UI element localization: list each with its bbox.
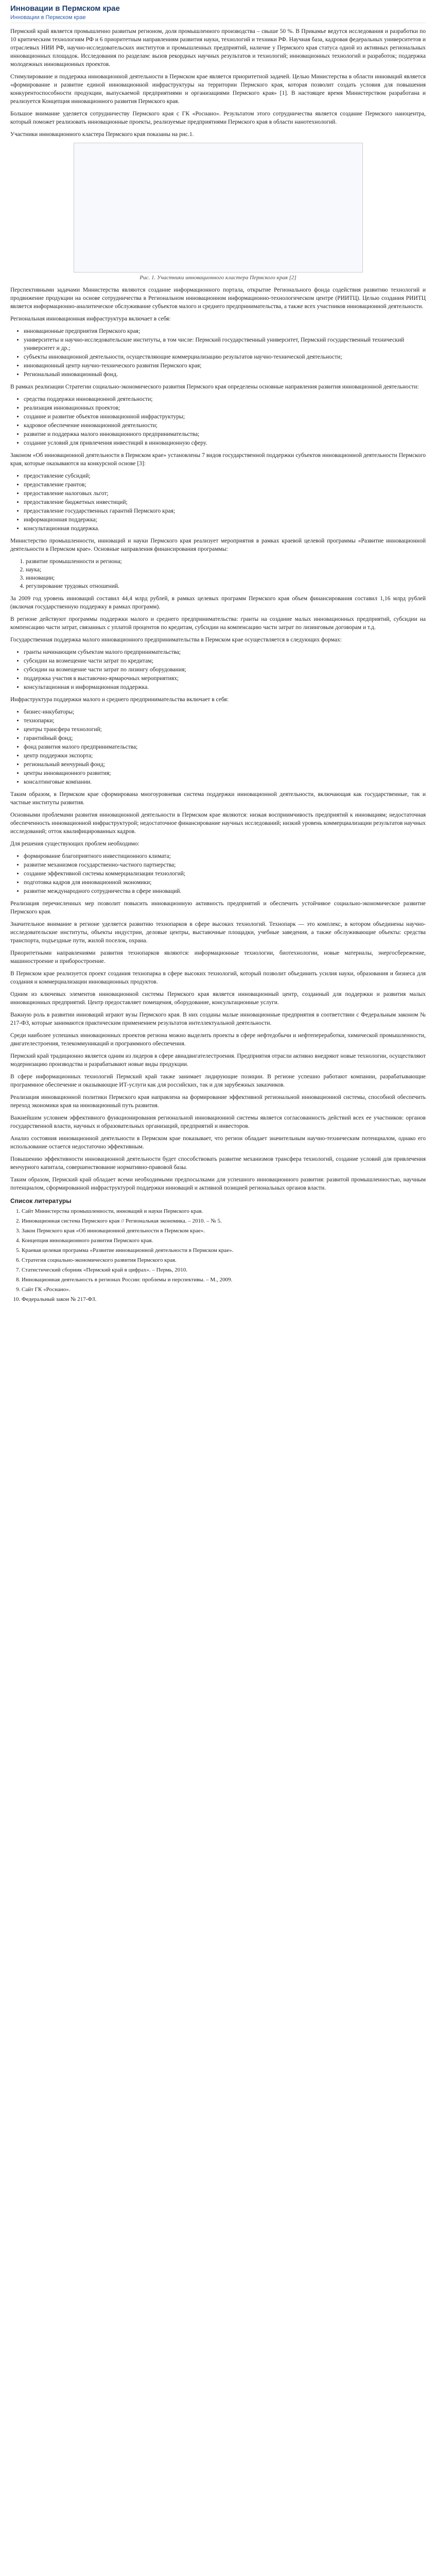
paragraph: Перспективными задачами Министерства являются создание информационного портала, открытие Регионального фонда содействия развитию технологий и продвижение продукции на основе сотрудничества в Региональном инновационном информационно-технологическом центре (РИИТЦ). Целью создания РИИТЦ является информационно-аналитическое обслуживание субъектов малого и среднего предпринимательства, а также всех участников инновационной деятельности. [10,287,426,310]
list-item: • подготовка кадров для инновационной экономики; [24,878,426,887]
bullet-list [10,852,426,895]
list-item: • предоставление государственных гарантий Пермского края; [24,507,426,515]
list-item: • предоставление субсидий; [24,472,426,480]
list-item: • развитие и поддержка малого инновационного предпринимательства; [24,430,426,438]
breadcrumb [10,14,426,23]
list-item: • развитие механизмов государственно-частного партнерства; [24,861,426,869]
list-item: 3. инновации; [26,574,426,582]
list-item: • создание эффективной системы коммерциализации технологий; [24,870,426,878]
list-item: • информационная поддержка; [24,516,426,524]
list-item: • центр поддержки экспорта; [24,752,426,760]
reference-item: 2. Инновационная система Пермского края // Региональная экономика. – 2010. – № 5. [22,1217,426,1225]
paragraph: Повышению эффективности инновационной деятельности будет способствовать развитие механизмов трансфера технологий, создание условий для привлечения венчурного капитала, совершенствование нормативно-правовой базы. [10,1156,426,1171]
list-item: • гранты начинающим субъектам малого предпринимательства; [24,648,426,656]
breadcrumb-link[interactable]: Инновации в Пермском крае [10,14,86,21]
paragraph: В сфере информационных технологий Пермский край также занимает лидирующие позиции. В регионе успешно работают компании, разрабатывающие программное обеспечение и оказывающие ИТ-услуги как для российских, так и для зарубежных заказчиков. [10,1074,426,1088]
paragraph: Региональная инновационная инфраструктура включает в себя: [10,316,171,322]
list-item: • центры инновационного развития; [24,769,426,777]
paragraph: Значительное внимание в регионе уделяется развитию технопарков в сфере высоких технологий. Технопарк — это комплекс, в котором объединены научно-исследовательские институты, объекты индустрии, деловые центры, выставочные площадки, учебные заведения, а также обслуживающие объекты: средства транспорта, подъездные пути, жилой поселок, охрана. [10,921,426,944]
list-item: • предоставление грантов; [24,481,426,489]
reference-item: 4. Концепция инновационного развития Пермского края. [22,1237,426,1245]
list-item: • бизнес-инкубаторы; [24,708,426,716]
paragraph: Таким образом, в Пермском крае сформирована многоуровневая система поддержки инновационной деятельности, включающая как государственные, так и частные институты развития. [10,791,426,806]
list-item: • реализация инновационных проектов; [24,404,426,412]
figure-image [74,143,363,273]
paragraph: Министерство промышленности, инноваций и науки Пермского края реализует мероприятия в рамках краевой целевой программы «Развитие инновационной деятельности в Пермском крае». Основные направления финансирования программы: [10,538,426,552]
list-item: • субъекты инновационной деятельности, осуществляющие коммерциализацию результатов научно-технической деятельности; [24,353,426,361]
numbered-list [10,557,426,590]
reference-item: 9. Сайт ГК «Роснано». [22,1286,426,1294]
paragraph: Участники инновационного кластера Пермского края показаны на рис.1. [10,131,194,138]
list-item: • создание условий для привлечения инвестиций в инновационную сферу. [24,439,426,447]
paragraph: Для решения существующих проблем необходимо: [10,841,139,847]
paragraph: Законом «Об инновационной деятельности в Пермском крае» установлены 7 видов государственной поддержки субъектов инновационной деятельности Пермского края, которые оказываются на конкурсной основе [3]: [10,452,426,467]
reference-item: 3. Закон Пермского края «Об инновационной деятельности в Пермском крае». [22,1227,426,1235]
paragraph: Важную роль в развитии инноваций играют вузы Пермского края. В них созданы малые инновационные предприятия в соответствии с Федеральным законом № 217-ФЗ, которые занимаются практическим применением результатов интеллектуальной деятельности. [10,1012,426,1026]
list-item: • инновационные предприятия Пермского края; [24,327,426,335]
paragraph: Основными проблемами развития инновационной деятельности в Пермском крае являются: низкая восприимчивость предприятий к инновациям; недостаточная обеспеченность инновационной инфраструктурой; недостаточное финансирование научных исследований; низкий уровень коммерциализации результатов научных исследований; отток квалифицированных кадров. [10,812,426,835]
list-item: • инновационный центр научно-технического развития Пермского края; [24,362,426,370]
bullet-list [10,648,426,691]
paragraph: Стимулирование и поддержка инновационной деятельности в Пермском крае является приоритетной задачей. Целью Министерства в области инноваций является «формирование и развитие единой инновационной инфраструктуры на территории Пермского края, которая позволит создать условия для повышения конкурентоспособности продукции, выпускаемой предприятиями и организациями Пермского края» [1]. В настоящее время Министерством разработана и реализуется Концепция инновационного развития Пермского края. [10,74,426,105]
list-item: • консультационная и информационная поддержка. [24,683,426,691]
article-body [10,27,426,1192]
figure-caption: Рис. 1. Участники инновационного кластера Пермского края [2] [139,275,297,281]
paragraph: Реализация перечисленных мер позволит повысить инновационную активность предприятий и обеспечить устойчивое социально-экономическое развитие Пермского края. [10,901,426,915]
list-item: • консалтинговые компании. [24,778,426,786]
paragraph: Большое внимание уделяется сотрудничеству Пермского края с ГК «Роснано». Результатом этого сотрудничества является создание Пермского наноцентра, который поможет реализовать инновационные проекты, реализуемые предприятиями Пермского края в области нанотехнологий. [10,111,426,125]
list-item: • региональный венчурный фонд; [24,760,426,769]
list-item: • консультационная поддержка. [24,524,426,533]
paragraph: Инфраструктура поддержки малого и среднего предпринимательства включает в себя: [10,697,229,703]
paragraph: Пермский край является промышленно развитым регионом, доля промышленного производства – свыше 50 %. В Прикамье ведутся исследования и разработки по 10 критическим технологиям РФ и 6 приоритетным направлениям развития науки, технологий и техники РФ. Научная база, кадровая федеральных университетов и отраслевых НИИ РФ, научно-исследовательских институтов и промышленных предприятий, наличие у Пермского края статуса одной из активных региональных инновационных площадок. Исследования по разделам: вызов рекордных научных результатов и технологий; инновационных технологий и разработок; поддержка молодежных инновационных проектов. [10,28,426,67]
reference-item: 10. Федеральный закон № 217-ФЗ. [22,1296,426,1303]
paragraph: В рамках реализации Стратегии социально-экономического развития Пермского края определены основные направления развития инновационной деятельности: [10,384,419,390]
list-item: • средства поддержки инновационной деятельности; [24,395,426,403]
list-item: • субсидии на возмещение части затрат по лизингу оборудования; [24,666,426,674]
paragraph: Приоритетными направлениями развития технопарков являются: информационные технологии, биотехнологии, новые материалы, энергосбережение, машиностроение и приборостроение. [10,950,426,964]
paragraph: Таким образом, Пермский край обладает всеми необходимыми предпосылками для успешного инновационного развития: развитой промышленностью, научным потенциалом, сформированной инфраструктурой поддержки инноваций и активной позицией региональных органов власти. [10,1177,426,1191]
list-item: 1. развитие промышленности и региона; [26,557,426,566]
paragraph: Одним из ключевых элементов инновационной системы Пермского края является инновационный центр, созданный для поддержки и развития малых инновационных предприятий. Центр предоставляет помещения, оборудование, консультационные услуги. [10,991,426,1006]
list-item: • развитие международного сотрудничества в сфере инноваций. [24,887,426,895]
list-item: • центры трансфера технологий; [24,725,426,734]
references-title: Список литературы [10,1197,72,1205]
list-item: • субсидии на возмещение части затрат по кредитам; [24,657,426,665]
reference-item: 7. Статистический сборник «Пермский край в цифрах». – Пермь, 2010. [22,1266,426,1274]
list-item: 2. наука; [26,566,426,574]
paragraph: За 2009 год уровень инноваций составил 44,4 млрд рублей, в рамках целевых программ Пермского края объем финансирования составил 1,16 млрд рублей (включая государственную поддержку в рамках программ). [10,596,426,610]
paragraph: Важнейшим условием эффективного функционирования региональной инновационной системы является согласованность действий всех ее участников: органов государственной власти, научных и образовательных организаций, предприятий и инвесторов. [10,1115,426,1129]
reference-item: 6. Стратегия социально-экономического развития Пермского края. [22,1257,426,1264]
paragraph: В регионе действуют программы поддержки малого и среднего предпринимательства: гранты на создание малых инновационных предприятий, субсидии на компенсацию части затрат, связанных с уплатой процентов по кредитам, субсидии на компенсацию части затрат по лизинговым договорам и т.д. [10,616,426,631]
list-item: • создание и развитие объектов инновационной инфраструктуры; [24,413,426,421]
paragraph: Государственная поддержка малого инновационного предпринимательства в Пермском крае осуществляется в следующих формах: [10,637,342,643]
list-item: • формирование благоприятного инвестиционного климата; [24,852,426,860]
list-item: • Региональный инновационный фонд. [24,370,426,379]
article-page [5,0,431,1313]
list-item: • предоставление налоговых льгот; [24,489,426,498]
page-title: Инновации в Пермском крае [10,4,120,13]
bullet-list [10,395,426,447]
reference-item: 1. Сайт Министерства промышленности, инноваций и науки Пермского края. [22,1208,426,1215]
list-item: • университеты и научно-исследовательские институты, в том числе: Пермский государственный университет, Пермский государственный технический университет и др.; [24,336,426,352]
references-list [10,1208,426,1303]
list-item: • поддержка участия в выставочно-ярмарочных мероприятиях; [24,674,426,683]
list-item: • предоставление бюджетных инвестиций; [24,498,426,506]
bullet-list [10,327,426,379]
figure [10,143,426,281]
list-item: • кадровое обеспечение инновационной деятельности; [24,421,426,430]
paragraph: Анализ состояния инновационной деятельности в Пермском крае показывает, что регион обладает значительным научно-техническим потенциалом, однако его использование остается недостаточно эффективным. [10,1136,426,1150]
list-item: • гарантийный фонд; [24,734,426,742]
paragraph: Пермский край традиционно является одним из лидеров в сфере авиадвигателестроения. Предприятия отрасли активно внедряют новые технологии, осуществляют модернизацию производства и разрабатывают новые виды продукции. [10,1053,426,1067]
reference-item: 5. Краевая целевая программа «Развитие инновационной деятельности в Пермском крае». [22,1247,426,1255]
paragraph: Реализация инновационной политики Пермского края направлена на формирование эффективной региональной инновационной системы, способной обеспечить переход экономики края на инновационный путь развития. [10,1094,426,1109]
reference-item: 8. Инновационная деятельность в регионах России: проблемы и перспективы. – М., 2009. [22,1276,426,1284]
bullet-list [10,708,426,786]
paragraph: Среди наиболее успешных инновационных проектов региона можно выделить проекты в сфере нефтедобычи и нефтепереработки, химической промышленности, двигателестроения, телекоммуникаций и программного обеспечения. [10,1032,426,1047]
bullet-list [10,472,426,533]
list-item: 4. регулирование трудовых отношений. [26,582,426,590]
list-item: • фонд развития малого предпринимательства; [24,743,426,751]
paragraph: В Пермском крае реализуется проект создания технопарка в сфере высоких технологий, который позволит объединить усилия науки, образования и бизнеса для создания и коммерциализации инновационных продуктов. [10,971,426,985]
list-item: • технопарки; [24,717,426,725]
